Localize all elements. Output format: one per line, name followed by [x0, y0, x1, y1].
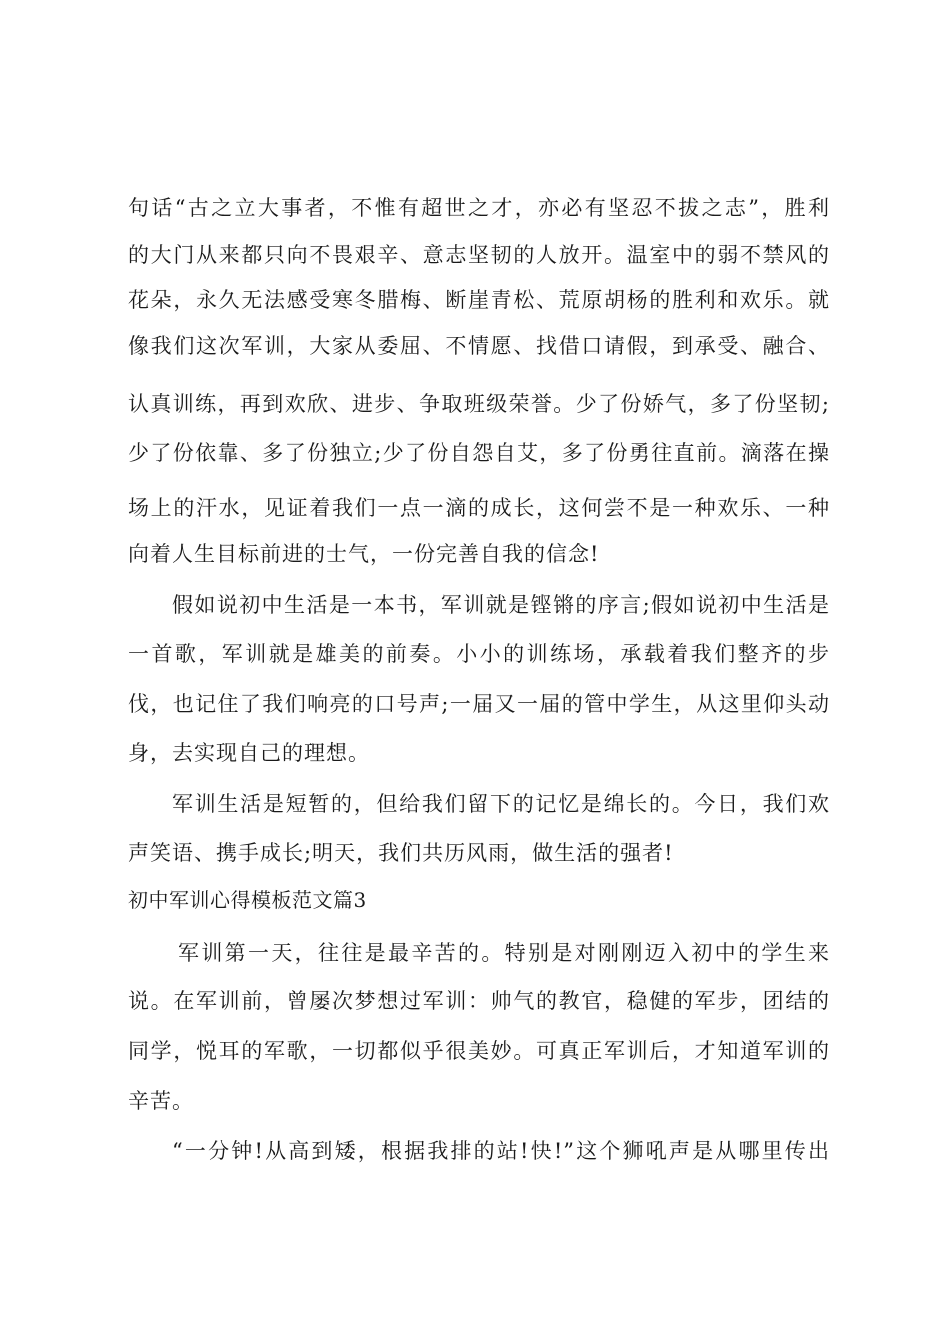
text-line: 向着人生目标前进的士气，一份完善自我的信念! [128, 542, 600, 566]
text-line: 句话“古之立大事者，不惟有超世之才，亦必有坚忍不拔之志”，胜利 [128, 196, 830, 220]
text-line: 像我们这次军训，大家从委屈、不情愿、找借口请假，到承受、融合、 [128, 334, 830, 358]
section-heading: 初中军训心得模板范文篇3 [128, 888, 367, 912]
text-line: 同学，悦耳的军歌，一切都似乎很美妙。可真正军训后，才知道军训的 [128, 1039, 830, 1063]
text-line: 场上的汗水，见证着我们一点一滴的成长，这何尝不是一种欢乐、一种 [128, 496, 830, 520]
text-line: 说。在军训前，曾屡次梦想过军训：帅气的教官，稳健的军步，团结的 [128, 989, 830, 1013]
text-line: 一首歌，军训就是雄美的前奏。小小的训练场，承载着我们整齐的步 [128, 642, 830, 666]
text-line: 军训生活是短暂的，但给我们留下的记忆是绵长的。今日，我们欢 [172, 792, 830, 816]
text-line: 认真训练，再到欢欣、进步、争取班级荣誉。少了份娇气，多了份坚韧; [128, 392, 830, 416]
text-line: 伐，也记住了我们响亮的口号声;一届又一届的管中学生，从这里仰头动 [128, 692, 830, 716]
text-line: 军训第一天，往往是最辛苦的。特别是对刚刚迈入初中的学生来 [178, 941, 830, 965]
text-line: 声笑语、携手成长;明天，我们共历风雨，做生活的强者! [128, 841, 674, 865]
text-line: 假如说初中生活是一本书，军训就是铿锵的序言;假如说初中生活是 [172, 593, 830, 617]
text-line: 身，去实现自己的理想。 [128, 741, 370, 765]
text-line: “一分钟!从高到矮，根据我排的站!快!”这个狮吼声是从哪里传出 [172, 1139, 830, 1163]
text-line: 花朵，永久无法感受寒冬腊梅、断崖青松、荒原胡杨的胜利和欢乐。就 [128, 288, 830, 312]
text-line: 少了份依靠、多了份独立;少了份自怨自艾，多了份勇往直前。滴落在操 [128, 441, 830, 465]
text-line: 的大门从来都只向不畏艰辛、意志坚韧的人放开。温室中的弱不禁风的 [128, 243, 830, 267]
text-line: 辛苦。 [128, 1089, 194, 1113]
